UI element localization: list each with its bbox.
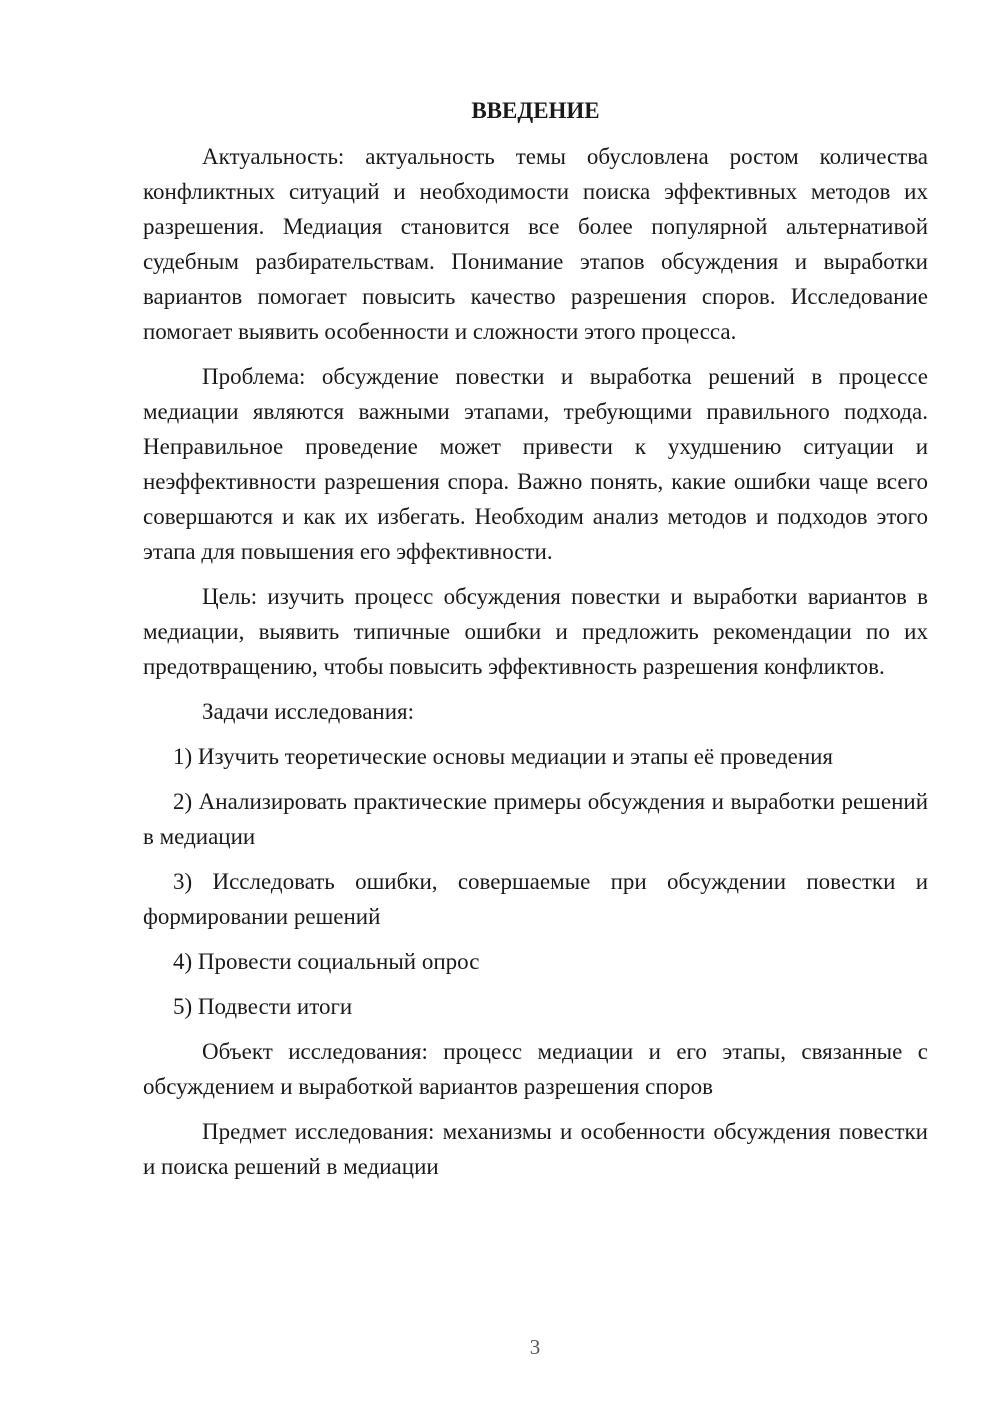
goal-paragraph: Цель: изучить процесс обсуждения повестки и выработки вариантов в медиации, выявить типичные ошибки и предложить рекомендации по их предотвращению, чтобы повысить эффективность разрешения конфликтов. (143, 584, 928, 679)
subject-paragraph: Предмет исследования: механизмы и особенности обсуждения повестки и поиска решений в медиации (143, 1119, 928, 1179)
problem-paragraph: Проблема: обсуждение повестки и выработка решений в процессе медиации являются важными этапами, требующими правильного подхода. Неправильное проведение может привести к ухудшению ситуации и неэффективности разрешения спора. Важно понять, какие ошибки чаще всего совершаются и как их избегать. Необходим анализ методов и подходов этого этапа для повышения его эффективности. (143, 364, 928, 564)
page-number: 3 (529, 1335, 541, 1359)
task-item: 3) Исследовать ошибки, совершаемые при обсуждении повестки и формировании решений (143, 869, 928, 929)
relevance-paragraph: Актуальность: актуальность темы обусловлена ростом количества конфликтных ситуаций и необходимости поиска эффективных методов их разрешения. Медиация становится все более популярной альтернативой судебным разбирательствам. Понимание этапов обсуждения и выработки вариантов помогает повысить качество разрешения споров. Исследование помогает выявить особенности и сложности этого процесса. (143, 144, 928, 344)
task-item: 4) Провести социальный опрос (173, 949, 480, 974)
task-item: 1) Изучить теоретические основы медиации и этапы её проведения (173, 744, 834, 769)
task-item: 5) Подвести итоги (173, 994, 353, 1019)
page-title: ВВЕДЕНИЕ (471, 98, 600, 123)
object-paragraph: Объект исследования: процесс медиации и его этапы, связанные с обсуждением и выработкой вариантов разрешения споров (143, 1039, 928, 1099)
document-body (143, 93, 928, 1194)
tasks-heading: Задачи исследования: (202, 699, 415, 724)
task-list (143, 739, 928, 1024)
task-item: 2) Анализировать практические примеры обсуждения и выработки решений в медиации (143, 789, 928, 849)
